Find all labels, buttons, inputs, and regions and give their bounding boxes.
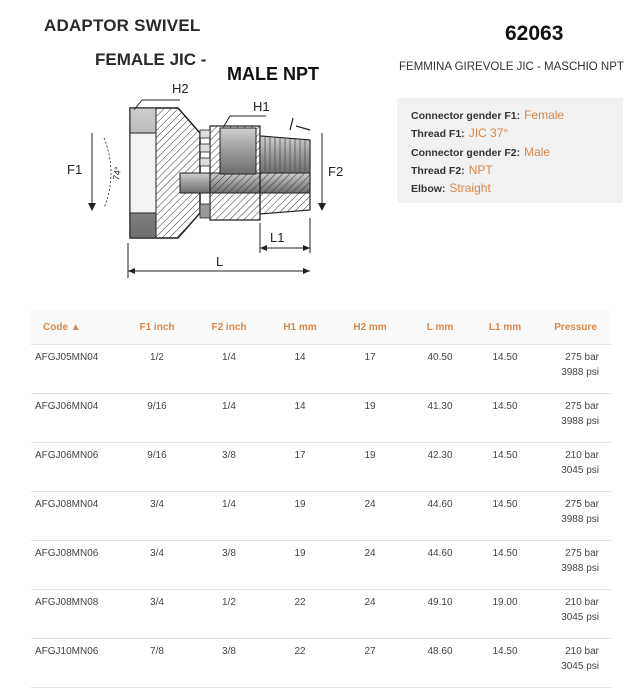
- label-f2: F2: [328, 164, 344, 179]
- cell-l: 40.50: [405, 345, 475, 394]
- table-row[interactable]: [31, 345, 611, 394]
- spec-box: [397, 98, 623, 203]
- cell-f2: 3/8: [193, 443, 265, 492]
- table-row[interactable]: [31, 443, 611, 492]
- column-header-l1[interactable]: L1 mm: [475, 310, 535, 345]
- cell-h1: 22: [265, 590, 335, 639]
- spec-row: [411, 163, 493, 177]
- cell-h2: 19: [335, 443, 405, 492]
- cell-pressure: [535, 590, 611, 639]
- cell-pressure: [535, 541, 611, 590]
- cell-l1: 14.50: [475, 541, 535, 590]
- cell-code: AFGJ08MN06: [31, 541, 121, 590]
- cell-code: AFGJ06MN06: [31, 443, 121, 492]
- cell-code: AFGJ05MN04: [31, 345, 121, 394]
- cell-pressure: [535, 345, 611, 394]
- spec-row: [411, 181, 491, 195]
- cell-f2: 1/4: [193, 492, 265, 541]
- label-l1: L1: [270, 230, 285, 245]
- cell-f2: 1/2: [193, 590, 265, 639]
- column-header-code[interactable]: [31, 310, 121, 345]
- male-thread: [260, 136, 310, 214]
- cell-f2: 1/4: [193, 394, 265, 443]
- spec-value: Straight: [449, 181, 491, 195]
- pressure-psi: 3988 psi: [561, 416, 599, 427]
- pressure-bar: 275 bar: [565, 548, 599, 559]
- pressure-bar: 275 bar: [565, 401, 599, 412]
- cell-l: 49.10: [405, 590, 475, 639]
- column-header-pressure[interactable]: Pressure: [535, 310, 611, 345]
- cell-f1: 3/4: [121, 590, 193, 639]
- spec-value: Male: [524, 145, 551, 159]
- cell-l: 48.60: [405, 639, 475, 688]
- spec-value: Female: [524, 108, 565, 122]
- label-h2: H2: [172, 81, 189, 96]
- cell-h1: 17: [265, 443, 335, 492]
- label-angle: 74°: [111, 165, 124, 181]
- spec-key: Thread F2:: [411, 165, 465, 177]
- cell-l1: 19.00: [475, 590, 535, 639]
- pressure-psi: 3045 psi: [561, 465, 599, 476]
- italian-name: FEMMINA GIREVOLE JIC - MASCHIO NPT: [399, 61, 624, 73]
- cell-pressure: [535, 639, 611, 688]
- cell-pressure: [535, 394, 611, 443]
- cell-h2: 24: [335, 492, 405, 541]
- title-line-3: MALE NPT: [227, 64, 319, 84]
- cell-l: 44.60: [405, 492, 475, 541]
- spec-row: [411, 145, 550, 159]
- pressure-bar: 275 bar: [565, 499, 599, 510]
- cell-f1: 3/4: [121, 541, 193, 590]
- table-row[interactable]: [31, 492, 611, 541]
- spec-value: NPT: [468, 163, 493, 177]
- product-code: 62063: [505, 22, 564, 45]
- table-row[interactable]: [31, 394, 611, 443]
- cell-code: AFGJ06MN04: [31, 394, 121, 443]
- dimensions-table: [31, 310, 611, 688]
- pressure-psi: 3988 psi: [561, 514, 599, 525]
- label-h1: H1: [253, 99, 270, 114]
- spec-row: [411, 126, 508, 140]
- cell-f1: 9/16: [121, 443, 193, 492]
- cell-l1: 14.50: [475, 443, 535, 492]
- pressure-psi: 3045 psi: [561, 661, 599, 672]
- cell-l1: 14.50: [475, 345, 535, 394]
- cell-f2: 3/8: [193, 639, 265, 688]
- cell-pressure: [535, 492, 611, 541]
- pressure-psi: 3045 psi: [561, 612, 599, 623]
- title-line-2: FEMALE JIC -: [95, 50, 207, 69]
- cell-f2: 1/4: [193, 345, 265, 394]
- cell-code: AFGJ10MN06: [31, 639, 121, 688]
- label-f1: F1: [67, 162, 83, 177]
- spec-row: [411, 108, 564, 122]
- pressure-psi: 3988 psi: [561, 563, 599, 574]
- cell-h2: 19: [335, 394, 405, 443]
- cell-l: 42.30: [405, 443, 475, 492]
- cell-h2: 24: [335, 541, 405, 590]
- table-header-row: [31, 310, 611, 345]
- table-row[interactable]: [31, 639, 611, 688]
- spec-key: Elbow:: [411, 183, 446, 195]
- cell-l: 44.60: [405, 541, 475, 590]
- label-l: L: [216, 254, 224, 269]
- spec-key: Connector gender F2:: [411, 147, 521, 159]
- sort-arrow-icon[interactable]: ▲: [70, 321, 81, 333]
- cell-pressure: [535, 443, 611, 492]
- cell-h2: 17: [335, 345, 405, 394]
- cell-code: AFGJ08MN08: [31, 590, 121, 639]
- column-header-code-label: Code: [43, 321, 68, 333]
- pressure-bar: 210 bar: [565, 450, 599, 461]
- spec-key: Thread F1:: [411, 128, 465, 140]
- cell-l1: 14.50: [475, 394, 535, 443]
- column-header-h2[interactable]: H2 mm: [335, 310, 405, 345]
- table-row[interactable]: [31, 590, 611, 639]
- table-row[interactable]: [31, 541, 611, 590]
- spec-key: Connector gender F1:: [411, 110, 521, 122]
- cell-h1: 22: [265, 639, 335, 688]
- cell-h1: 19: [265, 541, 335, 590]
- fitting-drawing: [60, 78, 360, 288]
- cell-h2: 24: [335, 590, 405, 639]
- cell-f1: 9/16: [121, 394, 193, 443]
- pressure-bar: 210 bar: [565, 646, 599, 657]
- cell-l1: 14.50: [475, 639, 535, 688]
- column-header-f1[interactable]: F1 inch: [121, 310, 193, 345]
- column-header-f2[interactable]: F2 inch: [193, 310, 265, 345]
- cell-f2: 3/8: [193, 541, 265, 590]
- cell-h2: 27: [335, 639, 405, 688]
- cell-f1: 7/8: [121, 639, 193, 688]
- spec-value: JIC 37°: [468, 126, 509, 140]
- cell-code: AFGJ08MN04: [31, 492, 121, 541]
- pressure-bar: 210 bar: [565, 597, 599, 608]
- pressure-psi: 3988 psi: [561, 367, 599, 378]
- column-header-l[interactable]: L mm: [405, 310, 475, 345]
- cell-f1: 1/2: [121, 345, 193, 394]
- cell-h1: 14: [265, 345, 335, 394]
- cell-h1: 19: [265, 492, 335, 541]
- cell-h1: 14: [265, 394, 335, 443]
- pressure-bar: 275 bar: [565, 352, 599, 363]
- cell-l1: 14.50: [475, 492, 535, 541]
- column-header-h1[interactable]: H1 mm: [265, 310, 335, 345]
- cell-l: 41.30: [405, 394, 475, 443]
- cell-f1: 3/4: [121, 492, 193, 541]
- title-line-1: ADAPTOR SWIVEL: [44, 16, 201, 35]
